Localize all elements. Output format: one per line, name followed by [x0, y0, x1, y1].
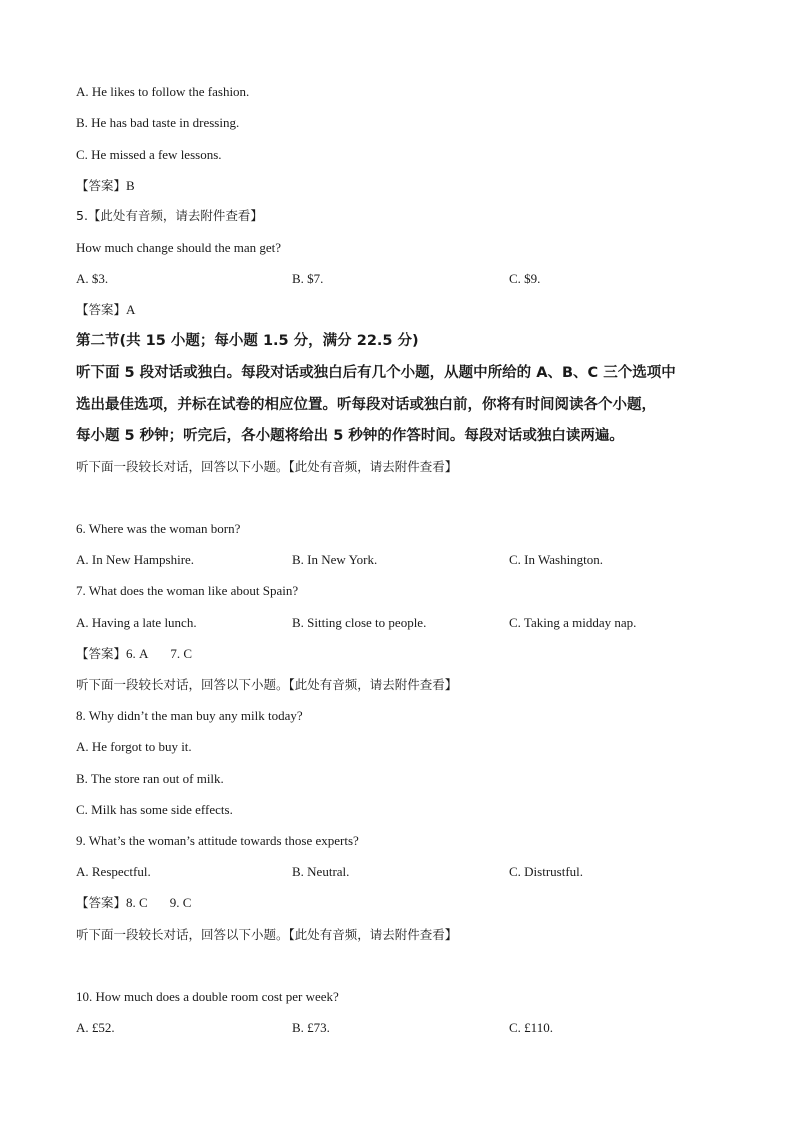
q8-option-b: B. The store ran out of milk. — [76, 771, 224, 786]
group1-intro: 听下面一段较长对话，回答以下小题。【此处有音频，请去附件查看】 — [76, 459, 458, 474]
q8-option-c: C. Milk has some side effects. — [76, 802, 233, 817]
answer-value: B — [126, 178, 135, 193]
q8-option-a: A. He forgot to buy it. — [76, 739, 192, 754]
q10-question: 10. How much does a double room cost per week? — [76, 989, 339, 1004]
q5-options — [76, 271, 716, 287]
q9-question: 9. What’s the woman’s attitude towards those experts? — [76, 833, 359, 848]
q9-option-c: C. Distrustful. — [509, 864, 584, 879]
q5-option-b: B. $7. — [292, 271, 324, 286]
answer-label: 【答案】 — [76, 895, 127, 910]
group1-answer — [76, 646, 192, 662]
group2-answer — [76, 895, 191, 911]
q4-answer — [76, 178, 135, 194]
q5-option-c: C. $9. — [509, 271, 541, 286]
answer-value: A — [126, 302, 136, 317]
q9-options — [76, 864, 716, 880]
q6-option-a: A. In New Hampshire. — [76, 552, 195, 567]
q7-question: 7. What does the woman like about Spain? — [76, 583, 299, 598]
answer-value-2: 7. C — [170, 646, 193, 661]
group2-intro: 听下面一段较长对话，回答以下小题。【此处有音频，请去附件查看】 — [76, 677, 458, 692]
answer-value-1: 8. C — [126, 895, 148, 910]
q7-options — [76, 615, 716, 631]
q7-option-c: C. Taking a midday nap. — [509, 615, 637, 630]
answer-label: 【答案】 — [76, 178, 127, 193]
q8-question: 8. Why didn’t the man buy any milk today? — [76, 708, 303, 723]
q7-option-a: A. Having a late lunch. — [76, 615, 197, 630]
q7-option-b: B. Sitting close to people. — [292, 615, 427, 630]
answer-value-2: 9. C — [169, 895, 192, 910]
q4-option-c: C. He missed a few lessons. — [76, 147, 222, 162]
q5-answer — [76, 302, 135, 318]
answer-label: 【答案】 — [76, 302, 127, 317]
q10-option-c: C. £110. — [509, 1020, 553, 1035]
q5-audio-notice: 5.【此处有音频，请去附件查看】 — [76, 208, 263, 223]
answer-value-1: 6. A — [126, 646, 149, 661]
q10-option-a: A. £52. — [76, 1020, 115, 1035]
q10-option-b: B. £73. — [292, 1020, 330, 1035]
section2-heading: 第二节(共 15 小题；每小题 1.5 分，满分 22.5 分) — [76, 333, 419, 349]
q4-option-b: B. He has bad taste in dressing. — [76, 115, 240, 130]
q4-option-a: A. He likes to follow the fashion. — [76, 84, 250, 99]
answer-label: 【答案】 — [76, 646, 127, 661]
q9-option-a: A. Respectful. — [76, 864, 151, 879]
section2-instruction-line-2: 选出最佳选项，并标在试卷的相应位置。听每段对话或独白前，你将有时间阅读各个小题， — [76, 397, 656, 413]
q6-options — [76, 552, 716, 568]
q6-option-c: C. In Washington. — [509, 552, 604, 567]
section2-instruction-line-3: 每小题 5 秒钟；听完后，各小题将给出 5 秒钟的作答时间。每段对话或独白读两遍。 — [76, 428, 624, 444]
q6-option-b: B. In New York. — [292, 552, 378, 567]
q9-option-b: B. Neutral. — [292, 864, 350, 879]
group3-intro: 听下面一段较长对话，回答以下小题。【此处有音频，请去附件查看】 — [76, 927, 458, 942]
q10-options — [76, 1020, 716, 1036]
section2-instruction-line-1: 听下面 5 段对话或独白。每段对话或独白后有几个小题，从题中所给的 A、B、C 三个选项中 — [76, 365, 676, 381]
q6-question: 6. Where was the woman born? — [76, 521, 241, 536]
q5-option-a: A. $3. — [76, 271, 109, 286]
q5-question: How much change should the man get? — [76, 240, 282, 255]
